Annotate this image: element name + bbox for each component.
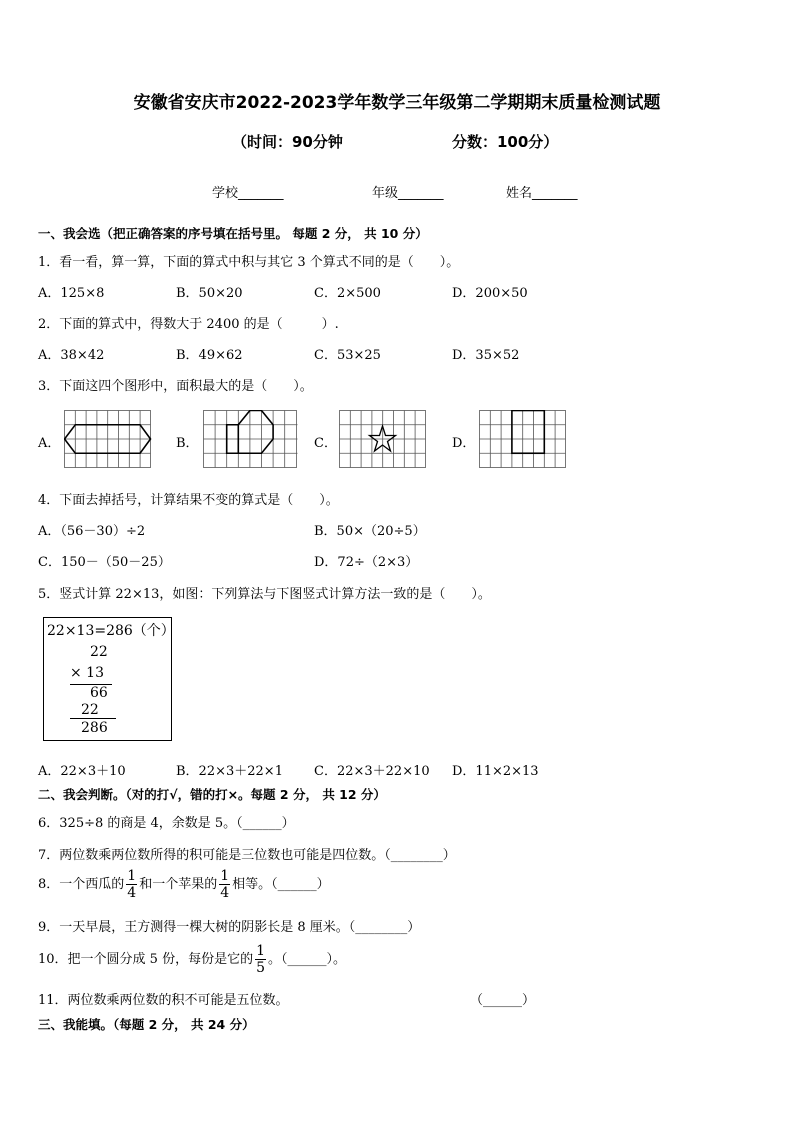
q5-option-c[interactable]: C．22×3＋22×10 [314,764,430,779]
question-6: 6．325÷8 的商是 4，余数是 5。（______） [38,816,295,831]
q8-text-pre: 8．一个西瓜的 [38,877,125,892]
q1-option-c[interactable]: C．2×500 [314,286,381,301]
q4-option-b[interactable]: B．50×（20÷5） [314,524,426,539]
q10-text-post: 。（______）。 [268,952,347,967]
q4-option-c[interactable]: C．150－（50－25） [38,555,171,570]
section-3-heading: 三、我能填。（每题 2 分， 共 24 分） [38,1017,255,1032]
page-title: 安徽省安庆市2022-2023学年数学三年级第二学期期末质量检测试题 [133,93,661,113]
question-10 [38,942,346,978]
q1-option-d[interactable]: D．200×50 [452,286,528,301]
section-1-heading: 一、我会选（把正确答案的序号填在括号里。 每题 2 分， 共 10 分） [38,226,428,241]
q5-option-b[interactable]: B．22×3＋22×1 [176,764,283,779]
question-3: 3．下面这四个图形中，面积最大的是（ ）。 [38,379,313,394]
q2-option-d[interactable]: D．35×52 [452,348,520,363]
q4-option-a[interactable]: A．（56－30）÷2 [38,524,146,539]
question-11: 11．两位数乘两位数的积不可能是五位数。 [38,993,289,1008]
grid-figure-b [203,410,298,468]
question-11-blank[interactable]: （______） [470,993,536,1008]
q3-option-c[interactable]: C． [314,436,337,451]
calc-line-3: 66 [90,685,108,701]
grid-figure-a [64,410,152,468]
section-2-heading: 二、我会判断。（对的打√，错的打×。每题 2 分， 共 12 分） [38,787,386,802]
calc-line-2: × 13 [70,665,104,681]
question-5: 5．竖式计算 22×13，如图：下列算法与下图竖式计算方法一致的是（ ）。 [38,587,491,602]
q3-option-b[interactable]: B． [176,436,199,451]
name-field[interactable]: 姓名_______ [506,186,578,201]
calc-header: 22×13=286（个） [47,623,175,639]
question-8 [38,867,330,903]
q8-text-post: 相等。（______） [232,877,330,892]
q3-option-d[interactable]: D． [452,436,476,451]
q2-option-c[interactable]: C．53×25 [314,348,381,363]
q2-option-a[interactable]: A．38×42 [38,348,105,363]
calc-line-5: 286 [81,720,108,736]
grid-figure-d [479,410,567,468]
grid-figure-c [339,410,427,468]
calc-rule-2 [70,718,116,719]
calc-line-4: 22 [81,702,99,718]
grade-field[interactable]: 年级_______ [372,186,444,201]
calc-line-1: 22 [90,644,108,660]
vertical-calculation-box [43,617,175,741]
q8-fraction-1: $\frac{1}{4}$ [127,868,137,901]
q8-fraction-2: $\frac{1}{4}$ [220,868,230,901]
q10-text-pre: 10．把一个圆分成 5 份，每份是它的 [38,952,254,967]
q8-text-mid: 和一个苹果的 [139,877,218,892]
question-2: 2．下面的算式中，得数大于 2400 的是（ ）. [38,317,339,332]
question-7: 7．两位数乘两位数所得的积可能是三位数也可能是四位数。（________） [38,848,456,863]
time-label: （时间：90分钟 [232,133,343,151]
q4-option-d[interactable]: D．72÷（2×3） [314,555,419,570]
q2-option-b[interactable]: B．49×62 [176,348,243,363]
question-4: 4．下面去掉括号，计算结果不变的算式是（ ）。 [38,493,339,508]
q10-fraction: $\frac{1}{5}$ [256,943,265,976]
question-9: 9．一天早晨，王方测得一棵大树的阴影长是 8 厘米。（________） [38,920,421,935]
q1-option-a[interactable]: A．125×8 [38,286,105,301]
q1-option-b[interactable]: B．50×20 [176,286,243,301]
q5-option-a[interactable]: A．22×3＋10 [38,764,126,779]
question-1: 1．看一看，算一算，下面的算式中积与其它 3 个算式不同的是（ ）。 [38,255,460,270]
q5-option-d[interactable]: D．11×2×13 [452,764,539,779]
q3-option-a[interactable]: A． [38,436,61,451]
school-field[interactable]: 学校_______ [212,186,284,201]
score-label: 分数：100分） [452,133,559,151]
